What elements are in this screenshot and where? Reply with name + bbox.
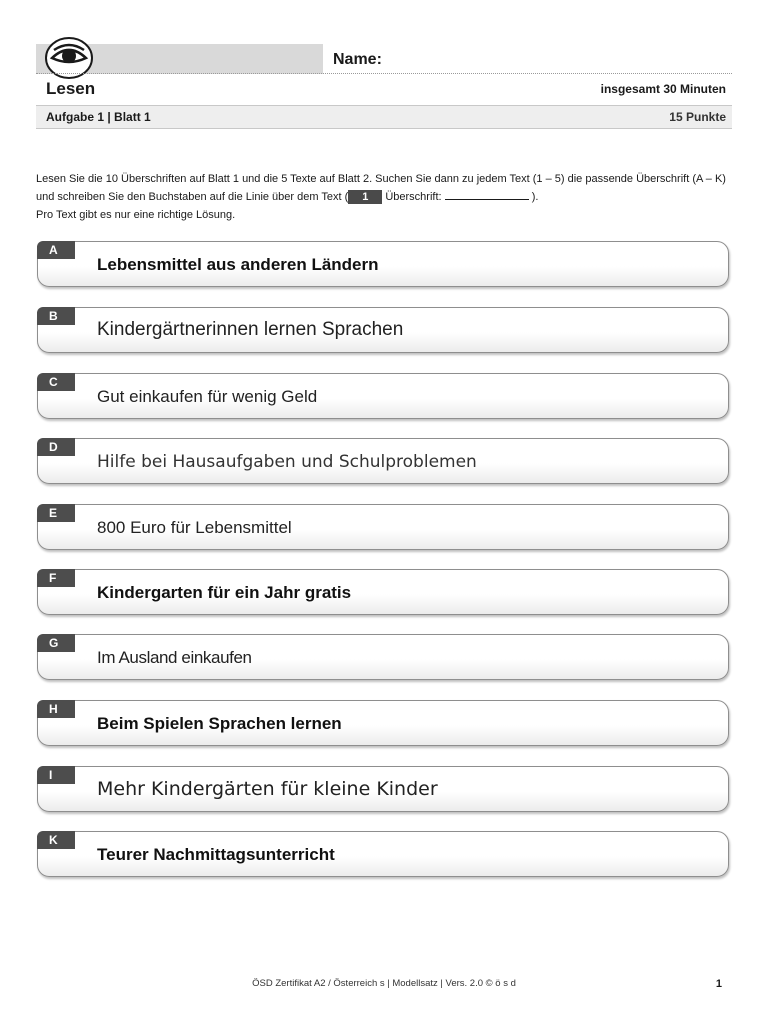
headline-letter: H	[37, 700, 75, 718]
headline-letter: A	[37, 241, 75, 259]
headline-card-i	[37, 766, 729, 812]
headline-card-k	[37, 831, 729, 877]
points-label: 15 Punkte	[669, 110, 726, 124]
headline-card-b	[37, 307, 729, 353]
footer-text: ÖSD Zertifikat A2 / Österreich s | Modellsatz | Vers. 2.0 © ö s d	[252, 978, 516, 989]
instructions-text-2: Überschrift:	[385, 191, 442, 203]
headline-letter: D	[37, 438, 75, 456]
headline-card-h	[37, 700, 729, 746]
headline-card-c	[37, 373, 729, 419]
task-label: Aufgabe 1 | Blatt 1	[46, 110, 151, 124]
headline-letter: I	[37, 766, 75, 784]
headline-letter: E	[37, 504, 75, 522]
headline-text: Beim Spielen Sprachen lernen	[97, 714, 342, 733]
name-label: Name:	[333, 51, 382, 68]
headline-text: Im Ausland einkaufen	[97, 648, 252, 667]
section-title: Lesen	[46, 79, 96, 98]
example-number-box: 1	[348, 190, 382, 204]
headline-letter: C	[37, 373, 75, 391]
headline-card-a	[37, 241, 729, 287]
header-divider	[36, 73, 732, 74]
page-number: 1	[715, 978, 722, 990]
headline-letter: B	[37, 307, 75, 325]
headline-letter: F	[37, 569, 75, 587]
headline-letter: G	[37, 634, 75, 652]
headline-text: Gut einkaufen für wenig Geld	[97, 387, 318, 406]
headline-text: Teurer Nachmittagsunterricht	[97, 845, 335, 864]
example-answer-line	[445, 189, 529, 200]
headline-text: Kindergarten für ein Jahr gratis	[97, 583, 352, 602]
headline-card-f	[37, 569, 729, 615]
instructions-text-4: Pro Text gibt es nur eine richtige Lösung.	[36, 209, 236, 221]
instructions-text-1: Lesen Sie die 10 Überschriften auf Blatt 1 und die 5 Texte auf Blatt 2. Suchen Sie dann zu jedem Text (1 – 5) die passende Überschrift (A – K) und schreiben Sie den Buchstaben auf die Linie über dem Text (	[36, 173, 726, 203]
headline-text: Hilfe bei Hausaufgaben und Schulproblemen	[97, 452, 477, 472]
headline-text: 800 Euro für Lebensmittel	[97, 518, 292, 537]
time-label: insgesamt 30 Minuten	[600, 82, 726, 96]
instructions	[36, 170, 736, 224]
headline-card-e	[37, 504, 729, 550]
headline-letter: K	[37, 831, 75, 849]
instructions-text-3: ).	[531, 191, 539, 203]
headline-text: Mehr Kindergärten für kleine Kinder	[97, 778, 438, 800]
headline-text: Kindergärtnerinnen lernen Sprachen	[97, 319, 404, 340]
headline-text: Lebensmittel aus anderen Ländern	[97, 255, 379, 274]
headline-card-d	[37, 438, 729, 484]
headline-card-g	[37, 634, 729, 680]
